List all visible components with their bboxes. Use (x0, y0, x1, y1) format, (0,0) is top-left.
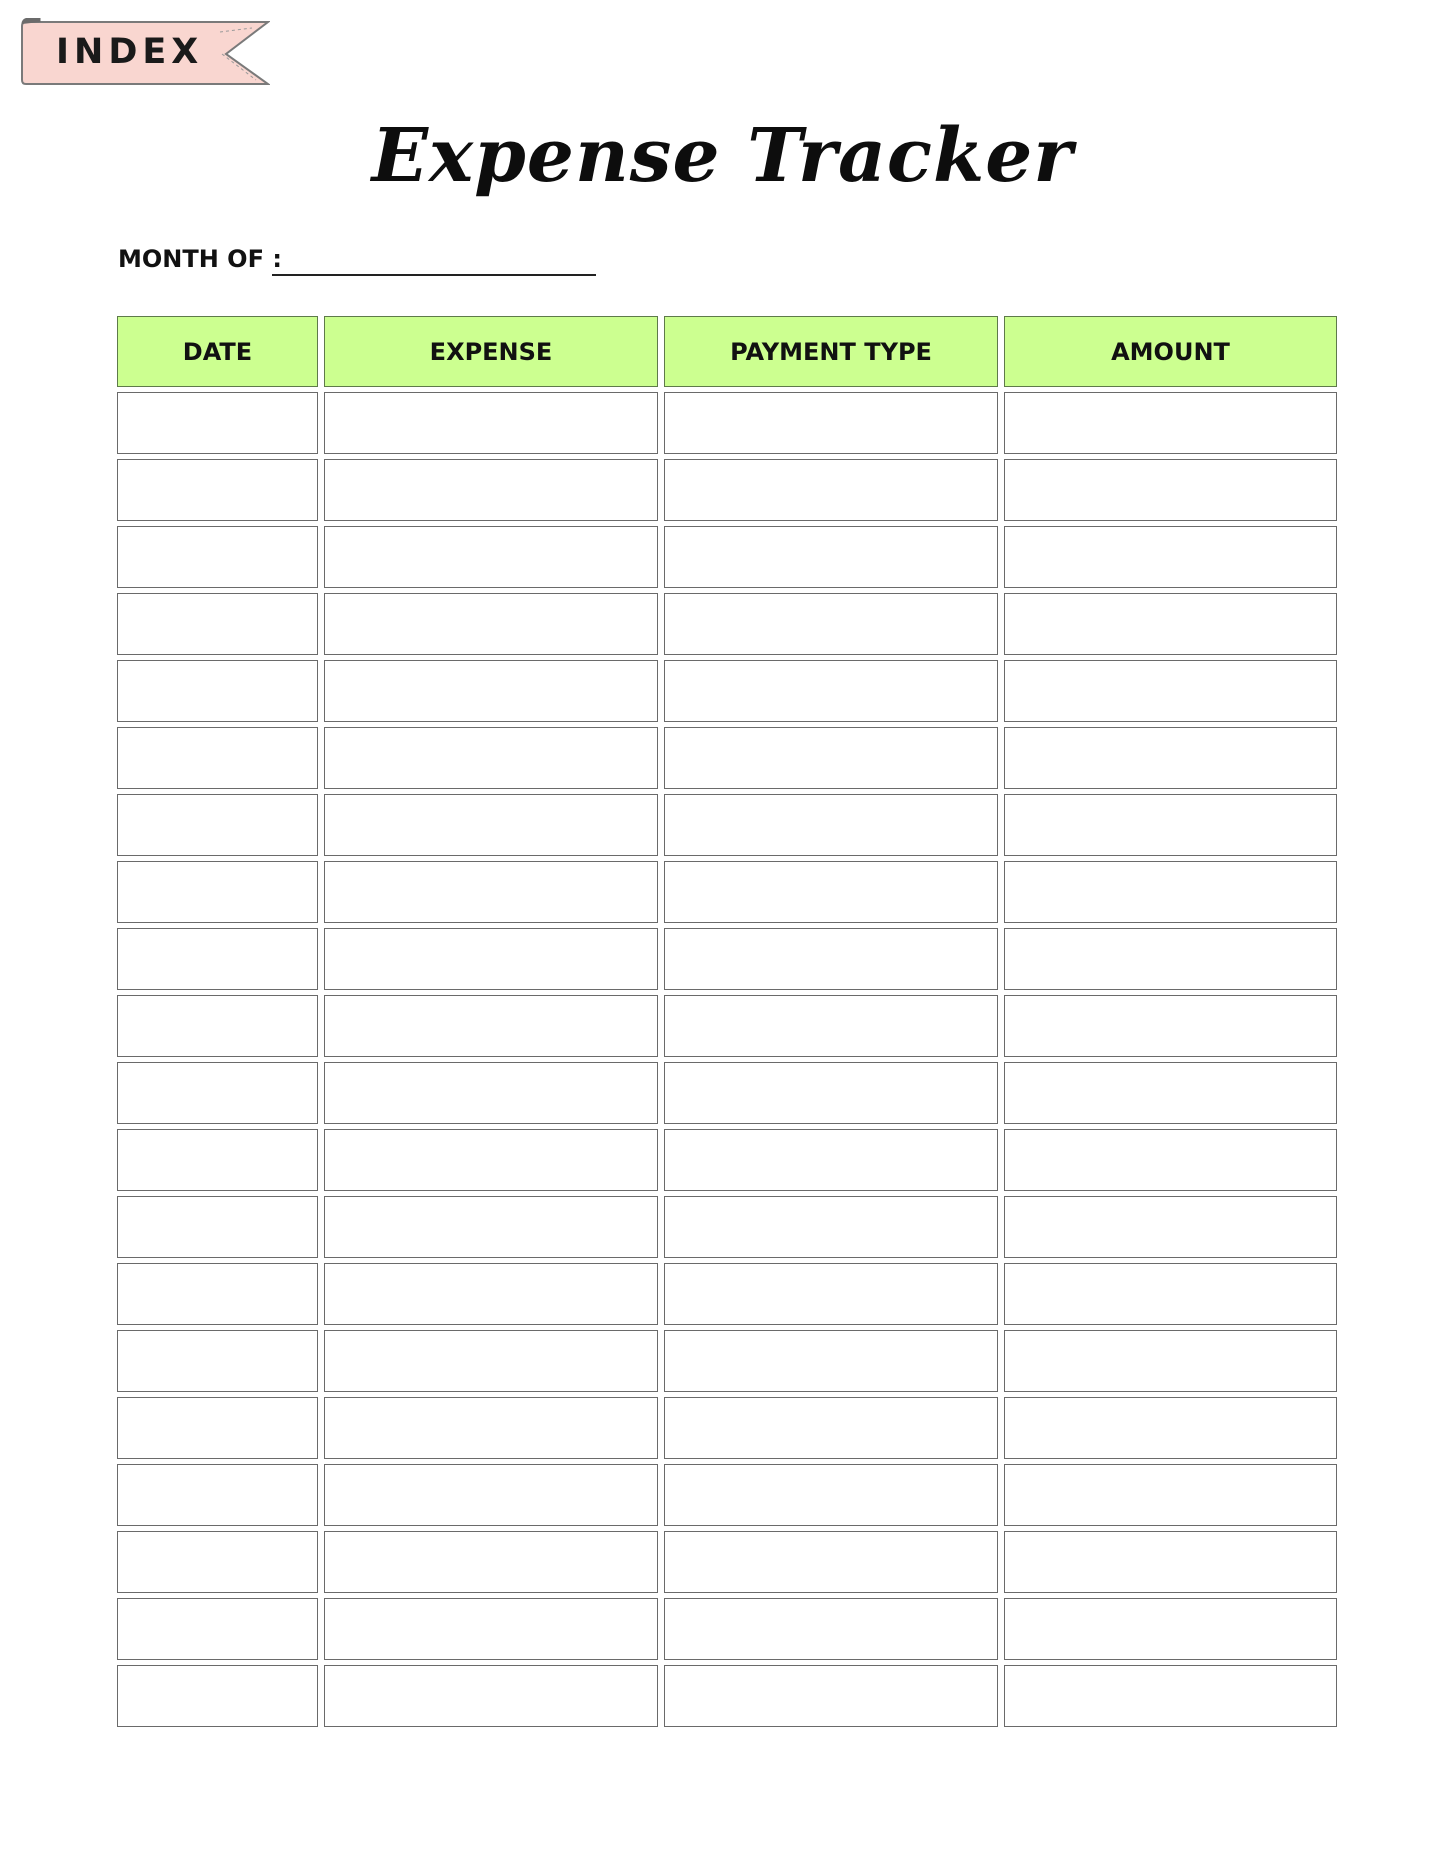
expense-cell[interactable] (324, 995, 658, 1057)
amount-cell[interactable] (1004, 727, 1337, 789)
expense-cell[interactable] (324, 794, 658, 856)
date-cell[interactable] (117, 392, 318, 454)
payment-type-cell[interactable] (664, 995, 998, 1057)
expense-cell[interactable] (324, 1062, 658, 1124)
amount-cell[interactable] (1004, 1598, 1337, 1660)
date-cell[interactable] (117, 660, 318, 722)
payment-type-cell[interactable] (664, 1464, 998, 1526)
payment-type-cell[interactable] (664, 928, 998, 990)
table-row (117, 1598, 1337, 1665)
payment-type-cell[interactable] (664, 1196, 998, 1258)
expense-cell[interactable] (324, 459, 658, 521)
amount-cell[interactable] (1004, 995, 1337, 1057)
index-tab-label: INDEX (56, 32, 204, 72)
amount-cell[interactable] (1004, 1531, 1337, 1593)
amount-cell[interactable] (1004, 861, 1337, 923)
table-row (117, 1062, 1337, 1129)
payment-type-cell[interactable] (664, 459, 998, 521)
expense-cell[interactable] (324, 660, 658, 722)
date-cell[interactable] (117, 459, 318, 521)
expense-cell[interactable] (324, 861, 658, 923)
table-header-row (117, 316, 1337, 392)
amount-cell[interactable] (1004, 1062, 1337, 1124)
expense-cell[interactable] (324, 1330, 658, 1392)
table-row (117, 1263, 1337, 1330)
table-row (117, 1129, 1337, 1196)
expense-cell[interactable] (324, 928, 658, 990)
payment-type-cell[interactable] (664, 392, 998, 454)
payment-type-cell[interactable] (664, 1531, 998, 1593)
table-row (117, 1196, 1337, 1263)
expense-cell[interactable] (324, 1464, 658, 1526)
expense-cell[interactable] (324, 1129, 658, 1191)
date-cell[interactable] (117, 1196, 318, 1258)
expense-cell[interactable] (324, 392, 658, 454)
amount-cell[interactable] (1004, 1665, 1337, 1727)
table-row (117, 1397, 1337, 1464)
payment-type-cell[interactable] (664, 861, 998, 923)
table-row (117, 526, 1337, 593)
amount-cell[interactable] (1004, 1129, 1337, 1191)
amount-cell[interactable] (1004, 928, 1337, 990)
amount-cell[interactable] (1004, 1330, 1337, 1392)
expense-cell[interactable] (324, 1263, 658, 1325)
table-row (117, 794, 1337, 861)
column-header-expense: EXPENSE (324, 316, 658, 387)
month-of-label: MONTH OF : (118, 245, 282, 273)
expense-cell[interactable] (324, 526, 658, 588)
payment-type-cell[interactable] (664, 1062, 998, 1124)
date-cell[interactable] (117, 1397, 318, 1459)
column-header-payment-type: PAYMENT TYPE (664, 316, 998, 387)
date-cell[interactable] (117, 861, 318, 923)
expense-cell[interactable] (324, 1196, 658, 1258)
date-cell[interactable] (117, 928, 318, 990)
date-cell[interactable] (117, 1464, 318, 1526)
amount-cell[interactable] (1004, 1196, 1337, 1258)
payment-type-cell[interactable] (664, 1397, 998, 1459)
amount-cell[interactable] (1004, 1397, 1337, 1459)
date-cell[interactable] (117, 1531, 318, 1593)
payment-type-cell[interactable] (664, 1665, 998, 1727)
date-cell[interactable] (117, 1062, 318, 1124)
table-row (117, 392, 1337, 459)
payment-type-cell[interactable] (664, 794, 998, 856)
amount-cell[interactable] (1004, 1464, 1337, 1526)
amount-cell[interactable] (1004, 1263, 1337, 1325)
table-row (117, 861, 1337, 928)
table-row (117, 1464, 1337, 1531)
table-row (117, 1665, 1337, 1732)
amount-cell[interactable] (1004, 794, 1337, 856)
table-row (117, 727, 1337, 794)
payment-type-cell[interactable] (664, 593, 998, 655)
date-cell[interactable] (117, 593, 318, 655)
expense-cell[interactable] (324, 1665, 658, 1727)
date-cell[interactable] (117, 995, 318, 1057)
date-cell[interactable] (117, 1330, 318, 1392)
payment-type-cell[interactable] (664, 1598, 998, 1660)
date-cell[interactable] (117, 1263, 318, 1325)
date-cell[interactable] (117, 1129, 318, 1191)
date-cell[interactable] (117, 794, 318, 856)
month-of-field[interactable] (272, 274, 596, 276)
table-row (117, 459, 1337, 526)
amount-cell[interactable] (1004, 660, 1337, 722)
table-row (117, 1330, 1337, 1397)
table-body (117, 392, 1337, 1732)
date-cell[interactable] (117, 526, 318, 588)
date-cell[interactable] (117, 1665, 318, 1727)
table-row (117, 660, 1337, 727)
payment-type-cell[interactable] (664, 660, 998, 722)
expense-cell[interactable] (324, 1531, 658, 1593)
index-tab-button[interactable] (20, 18, 270, 86)
table-row (117, 995, 1337, 1062)
payment-type-cell[interactable] (664, 526, 998, 588)
date-cell[interactable] (117, 1598, 318, 1660)
amount-cell[interactable] (1004, 459, 1337, 521)
column-header-amount: AMOUNT (1004, 316, 1337, 387)
page-title: Expense Tracker (371, 113, 1074, 199)
column-header-date: DATE (117, 316, 318, 387)
expense-table (117, 316, 1337, 1732)
expense-cell[interactable] (324, 727, 658, 789)
expense-cell[interactable] (324, 1397, 658, 1459)
table-row (117, 593, 1337, 660)
table-row (117, 1531, 1337, 1598)
payment-type-cell[interactable] (664, 1330, 998, 1392)
payment-type-cell[interactable] (664, 1129, 998, 1191)
amount-cell[interactable] (1004, 392, 1337, 454)
amount-cell[interactable] (1004, 526, 1337, 588)
table-row (117, 928, 1337, 995)
expense-cell[interactable] (324, 593, 658, 655)
amount-cell[interactable] (1004, 593, 1337, 655)
date-cell[interactable] (117, 727, 318, 789)
payment-type-cell[interactable] (664, 1263, 998, 1325)
payment-type-cell[interactable] (664, 727, 998, 789)
expense-cell[interactable] (324, 1598, 658, 1660)
